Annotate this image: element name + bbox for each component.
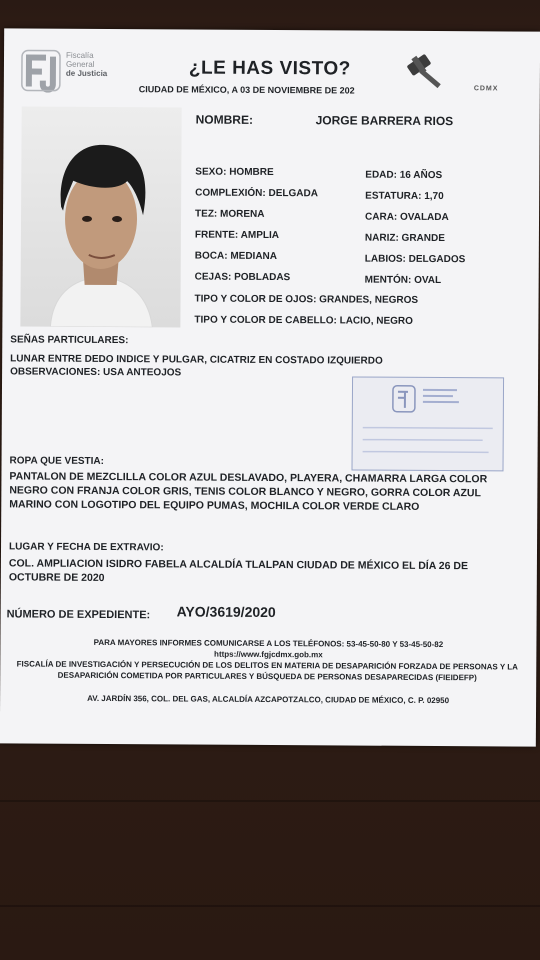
estatura-field: ESTATURA: 1,70 [365,190,444,203]
sexo-field: SEXO: HOMBRE [195,166,274,179]
frente-field: FRENTE: AMPLIA [194,229,280,242]
complexion-field: COMPLEXIÓN: DELGADA [195,187,318,200]
missing-person-flyer [0,28,540,746]
expediente-label: NÚMERO DE EXPEDIENTE: [6,608,151,622]
footer-phones: PARA MAYORES INFORMES COMUNICARSE A LOS TELÉFONOS: 53-45-50-80 Y 53-45-50-82 [93,637,444,650]
edad-field: EDAD: 16 AÑOS [365,169,443,182]
observaciones-text: OBSERVACIONES: USA ANTEOJOS [10,366,182,379]
cara-field: CARA: OVALADA [365,211,449,224]
extravio-text: COL. AMPLIACION ISIDRO FABELA ALCALDÍA TLALPAN CIUDAD DE MÉXICO EL DÍA 26 DE OCTUBRE DE 2020 [8,557,469,584]
ropa-label: ROPA QUE VESTIA: [9,455,105,467]
tez-field: TEZ: MORENA [195,208,265,220]
cdmx-logo: CDMX [473,85,499,93]
logo-text: Fiscalía General de Justicia [65,50,108,79]
page-title: ¿LE HAS VISTO? [188,57,351,80]
fgj-logo-icon [20,44,128,101]
nariz-field: NARIZ: GRANDE [364,232,445,245]
dateline: CIUDAD DE MÉXICO, A 03 DE NOVIEMBRE DE 202 [138,84,355,96]
cabello-field: TIPO Y COLOR DE CABELLO: LACIO, NEGRO [194,314,413,327]
senas-label: SEÑAS PARTICULARES: [10,334,129,347]
nombre-value: JORGE BARRERA RIOS [315,113,454,129]
labios-field: LABIOS: DELGADOS [364,253,466,266]
ropa-text: PANTALON DE MEZCLILLA COLOR AZUL DESLAVADO, PLAYERA, CHAMARRA LARGA COLOR NEGRO CON FRANJA COLOR GRIS, TENIS COLOR BLANCO Y NEGRO, GORRA COLOR AZUL MARINO CON LOGOTIPO DEL EQUIPO PUMAS, MOCHILA COLOR VERDE CLARO [9,470,488,513]
official-stamp-icon [351,377,504,472]
wood-grain [0,800,540,802]
nombre-label: NOMBRE: [195,112,254,127]
menton-field: MENTÓN: OVAL [364,274,442,287]
ojos-field: TIPO Y COLOR DE OJOS: GRANDES, NEGROS [194,293,419,306]
footer-fiscalia: FISCALÍA DE INVESTIGACIÓN Y PERSECUCIÓN DE LOS DELITOS EN MATERIA DE DESAPARICIÓN FORZADA DE PERSONAS Y LA DESAPARICIÓN COMETIDA POR PARTICULARES Y BÚSQUEDA DE PERSONAS DESAPARECIDAS (FIEIDEFP) [16,659,518,683]
person-photo [20,106,181,327]
wood-grain [0,905,540,907]
extravio-label: LUGAR Y FECHA DE EXTRAVIO: [8,541,164,554]
boca-field: BOCA: MEDIANA [194,250,278,263]
footer-address: AV. JARDÍN 356, COL. DEL GAS, ALCALDÍA AZCAPOTZALCO, CIUDAD DE MÉXICO, C. P. 02950 [87,693,450,706]
expediente-value: AYO/3619/2020 [176,603,276,621]
senas-text: LUNAR ENTRE DEDO INDICE Y PULGAR, CICATRIZ EN COSTADO IZQUIERDO [10,353,383,367]
footer-url: https://www.fgjcdmx.gob.mx [214,649,323,660]
gavel-icon [402,53,450,99]
cejas-field: CEJAS: POBLADAS [194,271,291,284]
